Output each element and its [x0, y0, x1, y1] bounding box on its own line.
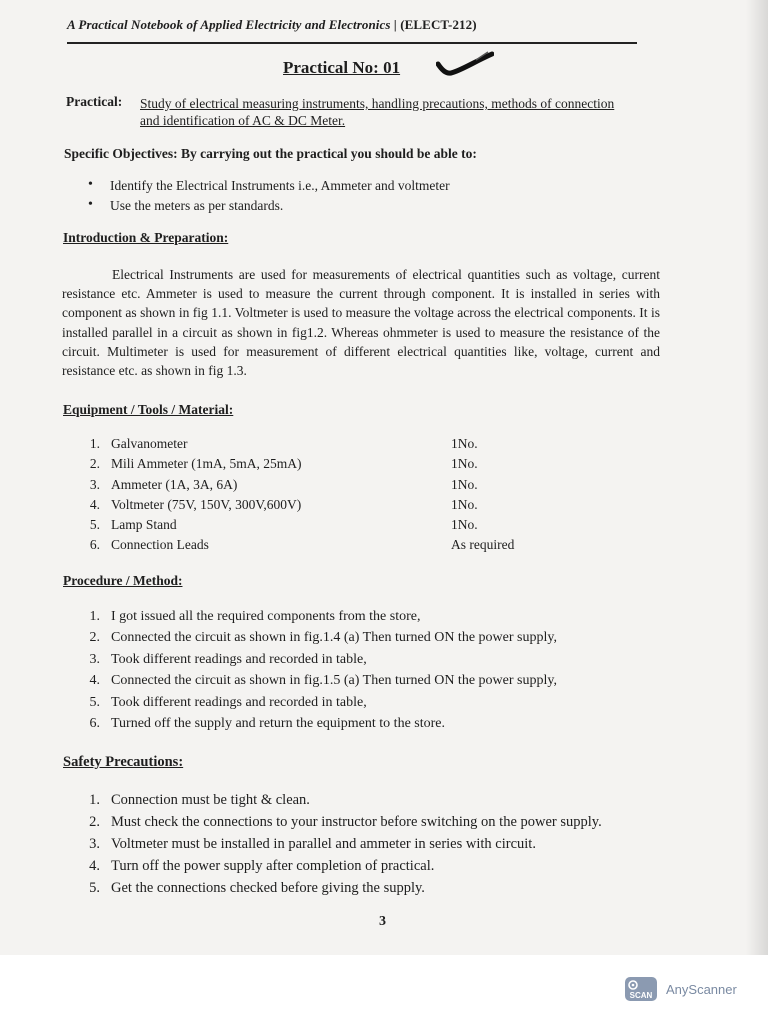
scanner-brand: AnyScanner [666, 982, 737, 997]
header-rule [67, 42, 637, 44]
introduction-paragraph: Electrical Instruments are used for measurements of electrical quantities such as voltage, current resistance etc. Ammeter is used to measure the current through component. It is installed in series with component as shown in fig 1.1. Voltmeter is used to measure the voltage across the electrical components. It is installed parallel in a circuit as shown in fig1.2. Whereas ohmmeter is used to measure the resistance of the circuit. Multimeter is used for measurement of different electrical quantities like, voltage, current and resistance etc. as shown in fig 1.3. [62, 267, 660, 379]
objectives-heading: Specific Objectives: By carrying out the practical you should be able to: [64, 146, 477, 161]
list-item [86, 858, 726, 880]
procedure-list [86, 609, 726, 737]
item-name: Connection Leads [111, 537, 209, 553]
list-item [86, 880, 726, 902]
list-item [86, 716, 726, 737]
running-header [67, 17, 477, 33]
step-text: Connection must be tight & clean. [111, 792, 310, 808]
step-number: 6. [89, 715, 100, 731]
item-quantity: 1No. [451, 476, 478, 492]
course-code: (ELECT-212) [400, 17, 477, 32]
objectives-list [88, 178, 450, 218]
list-item [86, 497, 556, 517]
step-number: 2. [89, 814, 100, 830]
item-number: 1. [89, 436, 100, 451]
page-number: 3 [379, 914, 386, 929]
step-text: Took different readings and recorded in table, [111, 651, 367, 667]
equipment-list [86, 436, 556, 558]
item-number: 3. [89, 476, 100, 492]
step-number: 1. [89, 792, 100, 808]
item-quantity: 1No. [451, 517, 478, 533]
list-item: • Use the meters as per standards. [88, 198, 450, 218]
step-text: Get the connections checked before giving the supply. [111, 880, 425, 896]
scan-icon [624, 976, 658, 1002]
step-number: 2. [89, 630, 100, 646]
step-text: Connected the circuit as shown in fig.1.4 (a) Then turned ON the power supply, [111, 630, 557, 646]
step-number: 4. [89, 858, 100, 874]
step-text: Voltmeter must be installed in parallel and ammeter in series with circuit. [111, 836, 536, 852]
item-quantity: 1No. [451, 436, 478, 451]
list-item [86, 537, 556, 557]
list-item [86, 673, 726, 694]
step-text: Turned off the supply and return the equipment to the store. [111, 715, 445, 731]
item-name: Ammeter (1A, 3A, 6A) [111, 476, 238, 492]
list-item [86, 792, 726, 814]
check-mark-icon [436, 50, 494, 80]
step-text: Must check the connections to your instructor before switching on the power supply. [111, 814, 602, 830]
item-quantity: 1No. [451, 496, 478, 512]
list-item [86, 695, 726, 716]
step-text: Took different readings and recorded in table, [111, 694, 367, 710]
list-item [86, 456, 556, 476]
step-text: Turn off the power supply after completion of practical. [111, 858, 435, 874]
list-item [86, 836, 726, 858]
safety-list [86, 792, 726, 902]
list-item [86, 814, 726, 836]
step-number: 4. [89, 673, 100, 689]
item-quantity: As required [451, 537, 515, 553]
step-number: 5. [89, 880, 100, 896]
item-number: 4. [89, 496, 100, 512]
safety-heading: Safety Precautions: [63, 754, 184, 770]
step-number: 3. [89, 836, 100, 852]
item-name: Lamp Stand [111, 517, 177, 533]
list-item [86, 436, 556, 456]
step-number: 1. [89, 609, 100, 624]
procedure-heading: Procedure / Method: [63, 573, 183, 588]
practical-description: Study of electrical measuring instruments, handling precautions, methods of connection and identification of AC & DC Meter. [140, 96, 615, 128]
scan-icon-label: SCAN [629, 991, 653, 1000]
step-number: 3. [89, 651, 100, 667]
step-text: Connected the circuit as shown in fig.1.5 (a) Then turned ON the power supply, [111, 673, 557, 689]
item-name: Voltmeter (75V, 150V, 300V,600V) [111, 496, 302, 512]
item-name: Mili Ammeter (1mA, 5mA, 25mA) [111, 456, 302, 472]
introduction-heading: Introduction & Preparation: [63, 230, 229, 245]
list-item [86, 630, 726, 651]
practical-label: Practical: [66, 94, 123, 109]
list-item: • Identify the Electrical Instruments i.e., Ammeter and voltmeter [88, 178, 450, 198]
step-text: I got issued all the required components from the store, [111, 609, 421, 624]
list-item [86, 652, 726, 673]
list-item [86, 609, 726, 630]
item-number: 6. [89, 537, 100, 553]
header-title: A Practical Notebook of Applied Electricity and Electronics | [67, 17, 397, 32]
list-item [86, 517, 556, 537]
item-quantity: 1No. [451, 456, 478, 472]
step-number: 5. [89, 694, 100, 710]
list-item [86, 477, 556, 497]
equipment-heading: Equipment / Tools / Material: [63, 402, 234, 417]
practical-title: Practical No: 01 [283, 58, 401, 77]
item-number: 2. [89, 456, 100, 472]
item-number: 5. [89, 517, 100, 533]
item-name: Galvanometer [111, 436, 188, 451]
